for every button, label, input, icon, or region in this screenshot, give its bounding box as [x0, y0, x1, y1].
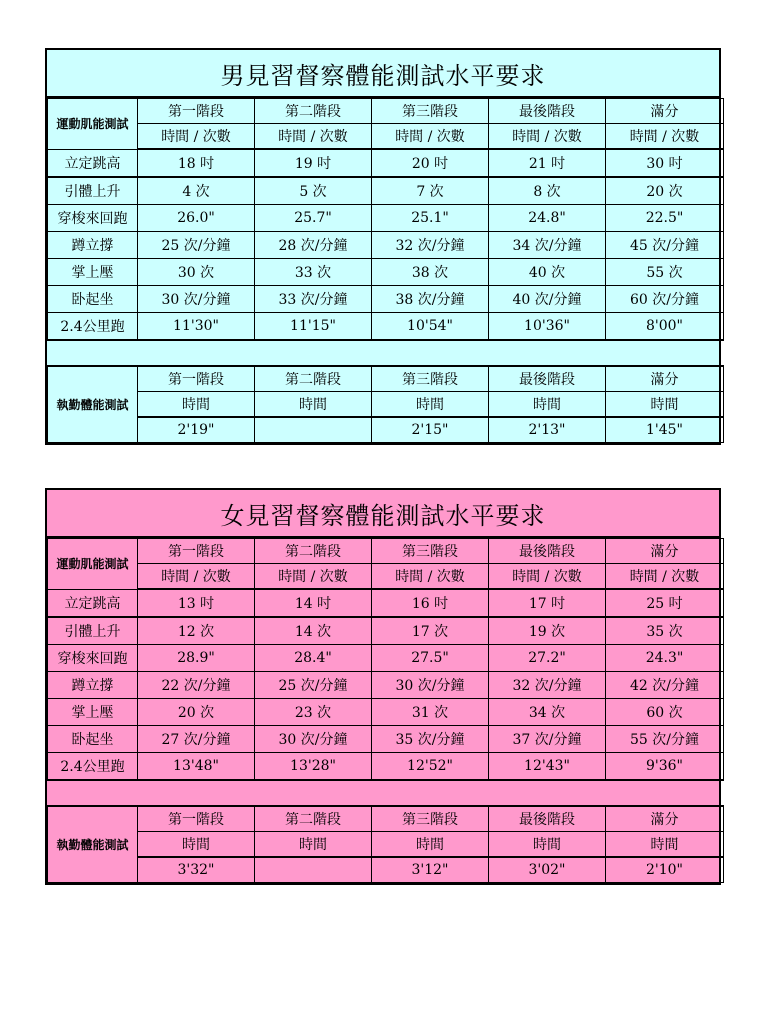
unit-header: 時間 — [606, 392, 724, 418]
table-cell: 35 次/分鐘 — [372, 726, 489, 753]
table-cell: 32 次/分鐘 — [372, 232, 489, 259]
table-cell: 8'00" — [606, 313, 724, 341]
row-label: 掌上壓 — [48, 259, 138, 286]
table-cell — [255, 857, 372, 883]
unit-header: 時間 — [138, 832, 255, 858]
unit-header: 時間 — [372, 832, 489, 858]
stage-header-row — [48, 539, 724, 564]
table-cell: 28.9" — [138, 645, 255, 672]
table-cell: 2'13" — [489, 417, 606, 443]
table-cell: 27 次/分鐘 — [138, 726, 255, 753]
row-label: 引體上升 — [48, 177, 138, 205]
row-label: 卧起坐 — [48, 726, 138, 753]
table-cell: 12'43" — [489, 753, 606, 781]
stage-header: 滿分 — [606, 806, 724, 832]
table-row — [48, 617, 724, 645]
unit-header: 時間 / 次數 — [255, 564, 372, 590]
table-cell: 3'12" — [372, 857, 489, 883]
table-cell: 42 次/分鐘 — [606, 672, 724, 699]
unit-header: 時間 / 次數 — [138, 124, 255, 150]
table-cell: 12'52" — [372, 753, 489, 781]
table-row — [48, 672, 724, 699]
female-requirements-table — [47, 538, 724, 883]
table-cell: 60 次 — [606, 699, 724, 726]
table-row — [48, 205, 724, 232]
table-row — [48, 313, 724, 341]
table-row — [48, 232, 724, 259]
unit-header: 時間 — [255, 832, 372, 858]
table-cell: 20 吋 — [372, 149, 489, 177]
table-cell: 2'10" — [606, 857, 724, 883]
unit-header-row — [48, 564, 724, 590]
table-cell: 28.4" — [255, 645, 372, 672]
row-label: 掌上壓 — [48, 699, 138, 726]
table-cell — [255, 417, 372, 443]
section-label-fitness: 運動肌能測試 — [48, 539, 138, 590]
table-cell: 25 次/分鐘 — [255, 672, 372, 699]
table-cell: 13'28" — [255, 753, 372, 781]
table-cell: 22.5" — [606, 205, 724, 232]
female-requirements-sheet — [45, 488, 721, 885]
stage-header: 第一階段 — [138, 99, 255, 124]
spacer-row — [48, 340, 724, 366]
table-cell: 25 次/分鐘 — [138, 232, 255, 259]
table-cell: 24.3" — [606, 645, 724, 672]
row-label: 引體上升 — [48, 617, 138, 645]
unit-header: 時間 — [372, 392, 489, 418]
section-label-fitness: 運動肌能測試 — [48, 99, 138, 150]
table-cell: 21 吋 — [489, 149, 606, 177]
table-cell: 10'54" — [372, 313, 489, 341]
unit-header: 時間 — [489, 392, 606, 418]
table-cell: 17 次 — [372, 617, 489, 645]
table-cell: 13'48" — [138, 753, 255, 781]
row-label: 卧起坐 — [48, 286, 138, 313]
table-cell: 20 次 — [606, 177, 724, 205]
table-cell: 26.0" — [138, 205, 255, 232]
table-cell: 14 吋 — [255, 589, 372, 617]
unit-header: 時間 / 次數 — [138, 564, 255, 590]
stage-header: 第一階段 — [138, 539, 255, 564]
unit-header: 時間 / 次數 — [606, 564, 724, 590]
table-cell: 30 次 — [138, 259, 255, 286]
table-cell: 30 次/分鐘 — [138, 286, 255, 313]
table-cell: 2'15" — [372, 417, 489, 443]
stage-header: 第三階段 — [372, 539, 489, 564]
stage-header: 第一階段 — [138, 366, 255, 392]
table-cell: 33 次 — [255, 259, 372, 286]
table-cell: 4 次 — [138, 177, 255, 205]
table-cell: 25.7" — [255, 205, 372, 232]
table-cell: 3'02" — [489, 857, 606, 883]
table-cell: 27.5" — [372, 645, 489, 672]
stage-header: 最後階段 — [489, 806, 606, 832]
row-label: 2.4公里跑 — [48, 313, 138, 341]
table-cell: 10'36" — [489, 313, 606, 341]
table-row — [48, 286, 724, 313]
table-cell: 14 次 — [255, 617, 372, 645]
stage-header: 滿分 — [606, 539, 724, 564]
table-cell: 20 次 — [138, 699, 255, 726]
stage-header: 第一階段 — [138, 806, 255, 832]
table-cell: 7 次 — [372, 177, 489, 205]
table-cell: 38 次 — [372, 259, 489, 286]
table-cell: 60 次/分鐘 — [606, 286, 724, 313]
table-row — [48, 177, 724, 205]
table-cell: 34 次/分鐘 — [489, 232, 606, 259]
row-label: 立定跳高 — [48, 589, 138, 617]
table-cell: 30 次/分鐘 — [372, 672, 489, 699]
table-row — [48, 589, 724, 617]
spacer-cell — [48, 780, 724, 806]
table-row — [48, 417, 724, 443]
table-cell: 16 吋 — [372, 589, 489, 617]
table-cell: 1'45" — [606, 417, 724, 443]
stage-header: 第三階段 — [372, 806, 489, 832]
stage-header: 第二階段 — [255, 366, 372, 392]
table-cell: 55 次 — [606, 259, 724, 286]
table-row — [48, 726, 724, 753]
unit-header: 時間 / 次數 — [606, 124, 724, 150]
section-label-duty: 執勤體能測試 — [48, 806, 138, 883]
table-cell: 5 次 — [255, 177, 372, 205]
male-requirements-table — [47, 98, 724, 443]
unit-header: 時間 / 次數 — [489, 564, 606, 590]
table-cell: 40 次 — [489, 259, 606, 286]
stage-header: 滿分 — [606, 366, 724, 392]
row-label: 穿梭來回跑 — [48, 205, 138, 232]
table-cell: 35 次 — [606, 617, 724, 645]
stage-header: 第三階段 — [372, 99, 489, 124]
table-cell: 3'32" — [138, 857, 255, 883]
table-cell: 22 次/分鐘 — [138, 672, 255, 699]
table-cell: 25 吋 — [606, 589, 724, 617]
table-cell: 45 次/分鐘 — [606, 232, 724, 259]
table-cell: 55 次/分鐘 — [606, 726, 724, 753]
male-requirements-sheet — [45, 48, 721, 445]
table-cell: 17 吋 — [489, 589, 606, 617]
stage-header: 第三階段 — [372, 366, 489, 392]
unit-header: 時間 — [489, 832, 606, 858]
table-row — [48, 149, 724, 177]
table-cell: 37 次/分鐘 — [489, 726, 606, 753]
row-label: 立定跳高 — [48, 149, 138, 177]
male-sheet-title: 男見習督察體能測試水平要求 — [47, 50, 719, 98]
table-cell: 19 吋 — [255, 149, 372, 177]
stage-header-row — [48, 366, 724, 392]
spacer-row — [48, 780, 724, 806]
unit-header: 時間 / 次數 — [372, 564, 489, 590]
unit-header: 時間 / 次數 — [372, 124, 489, 150]
spacer-cell — [48, 340, 724, 366]
table-row — [48, 857, 724, 883]
table-cell: 31 次 — [372, 699, 489, 726]
table-cell: 19 次 — [489, 617, 606, 645]
female-sheet-title: 女見習督察體能測試水平要求 — [47, 490, 719, 538]
unit-header: 時間 — [606, 832, 724, 858]
table-cell: 33 次/分鐘 — [255, 286, 372, 313]
unit-header-row — [48, 392, 724, 418]
unit-header: 時間 — [138, 392, 255, 418]
stage-header-row — [48, 99, 724, 124]
stage-header: 第二階段 — [255, 99, 372, 124]
table-row — [48, 645, 724, 672]
table-cell: 30 吋 — [606, 149, 724, 177]
unit-header: 時間 / 次數 — [489, 124, 606, 150]
table-cell: 23 次 — [255, 699, 372, 726]
table-cell: 11'30" — [138, 313, 255, 341]
table-cell: 27.2" — [489, 645, 606, 672]
table-cell: 2'19" — [138, 417, 255, 443]
table-cell: 28 次/分鐘 — [255, 232, 372, 259]
table-cell: 40 次/分鐘 — [489, 286, 606, 313]
stage-header-row — [48, 806, 724, 832]
row-label: 2.4公里跑 — [48, 753, 138, 781]
unit-header-row — [48, 124, 724, 150]
row-label: 穿梭來回跑 — [48, 645, 138, 672]
table-cell: 9'36" — [606, 753, 724, 781]
table-cell: 8 次 — [489, 177, 606, 205]
stage-header: 第二階段 — [255, 539, 372, 564]
row-label: 蹲立撐 — [48, 232, 138, 259]
table-cell: 13 吋 — [138, 589, 255, 617]
table-cell: 24.8" — [489, 205, 606, 232]
table-cell: 32 次/分鐘 — [489, 672, 606, 699]
section-label-duty: 執勤體能測試 — [48, 366, 138, 443]
unit-header-row — [48, 832, 724, 858]
stage-header: 第二階段 — [255, 806, 372, 832]
table-cell: 18 吋 — [138, 149, 255, 177]
stage-header: 最後階段 — [489, 539, 606, 564]
table-cell: 11'15" — [255, 313, 372, 341]
unit-header: 時間 / 次數 — [255, 124, 372, 150]
table-row — [48, 259, 724, 286]
row-label: 蹲立撐 — [48, 672, 138, 699]
table-cell: 12 次 — [138, 617, 255, 645]
table-row — [48, 753, 724, 781]
table-cell: 34 次 — [489, 699, 606, 726]
table-cell: 25.1" — [372, 205, 489, 232]
table-cell: 30 次/分鐘 — [255, 726, 372, 753]
unit-header: 時間 — [255, 392, 372, 418]
stage-header: 滿分 — [606, 99, 724, 124]
stage-header: 最後階段 — [489, 99, 606, 124]
table-cell: 38 次/分鐘 — [372, 286, 489, 313]
table-row — [48, 699, 724, 726]
stage-header: 最後階段 — [489, 366, 606, 392]
